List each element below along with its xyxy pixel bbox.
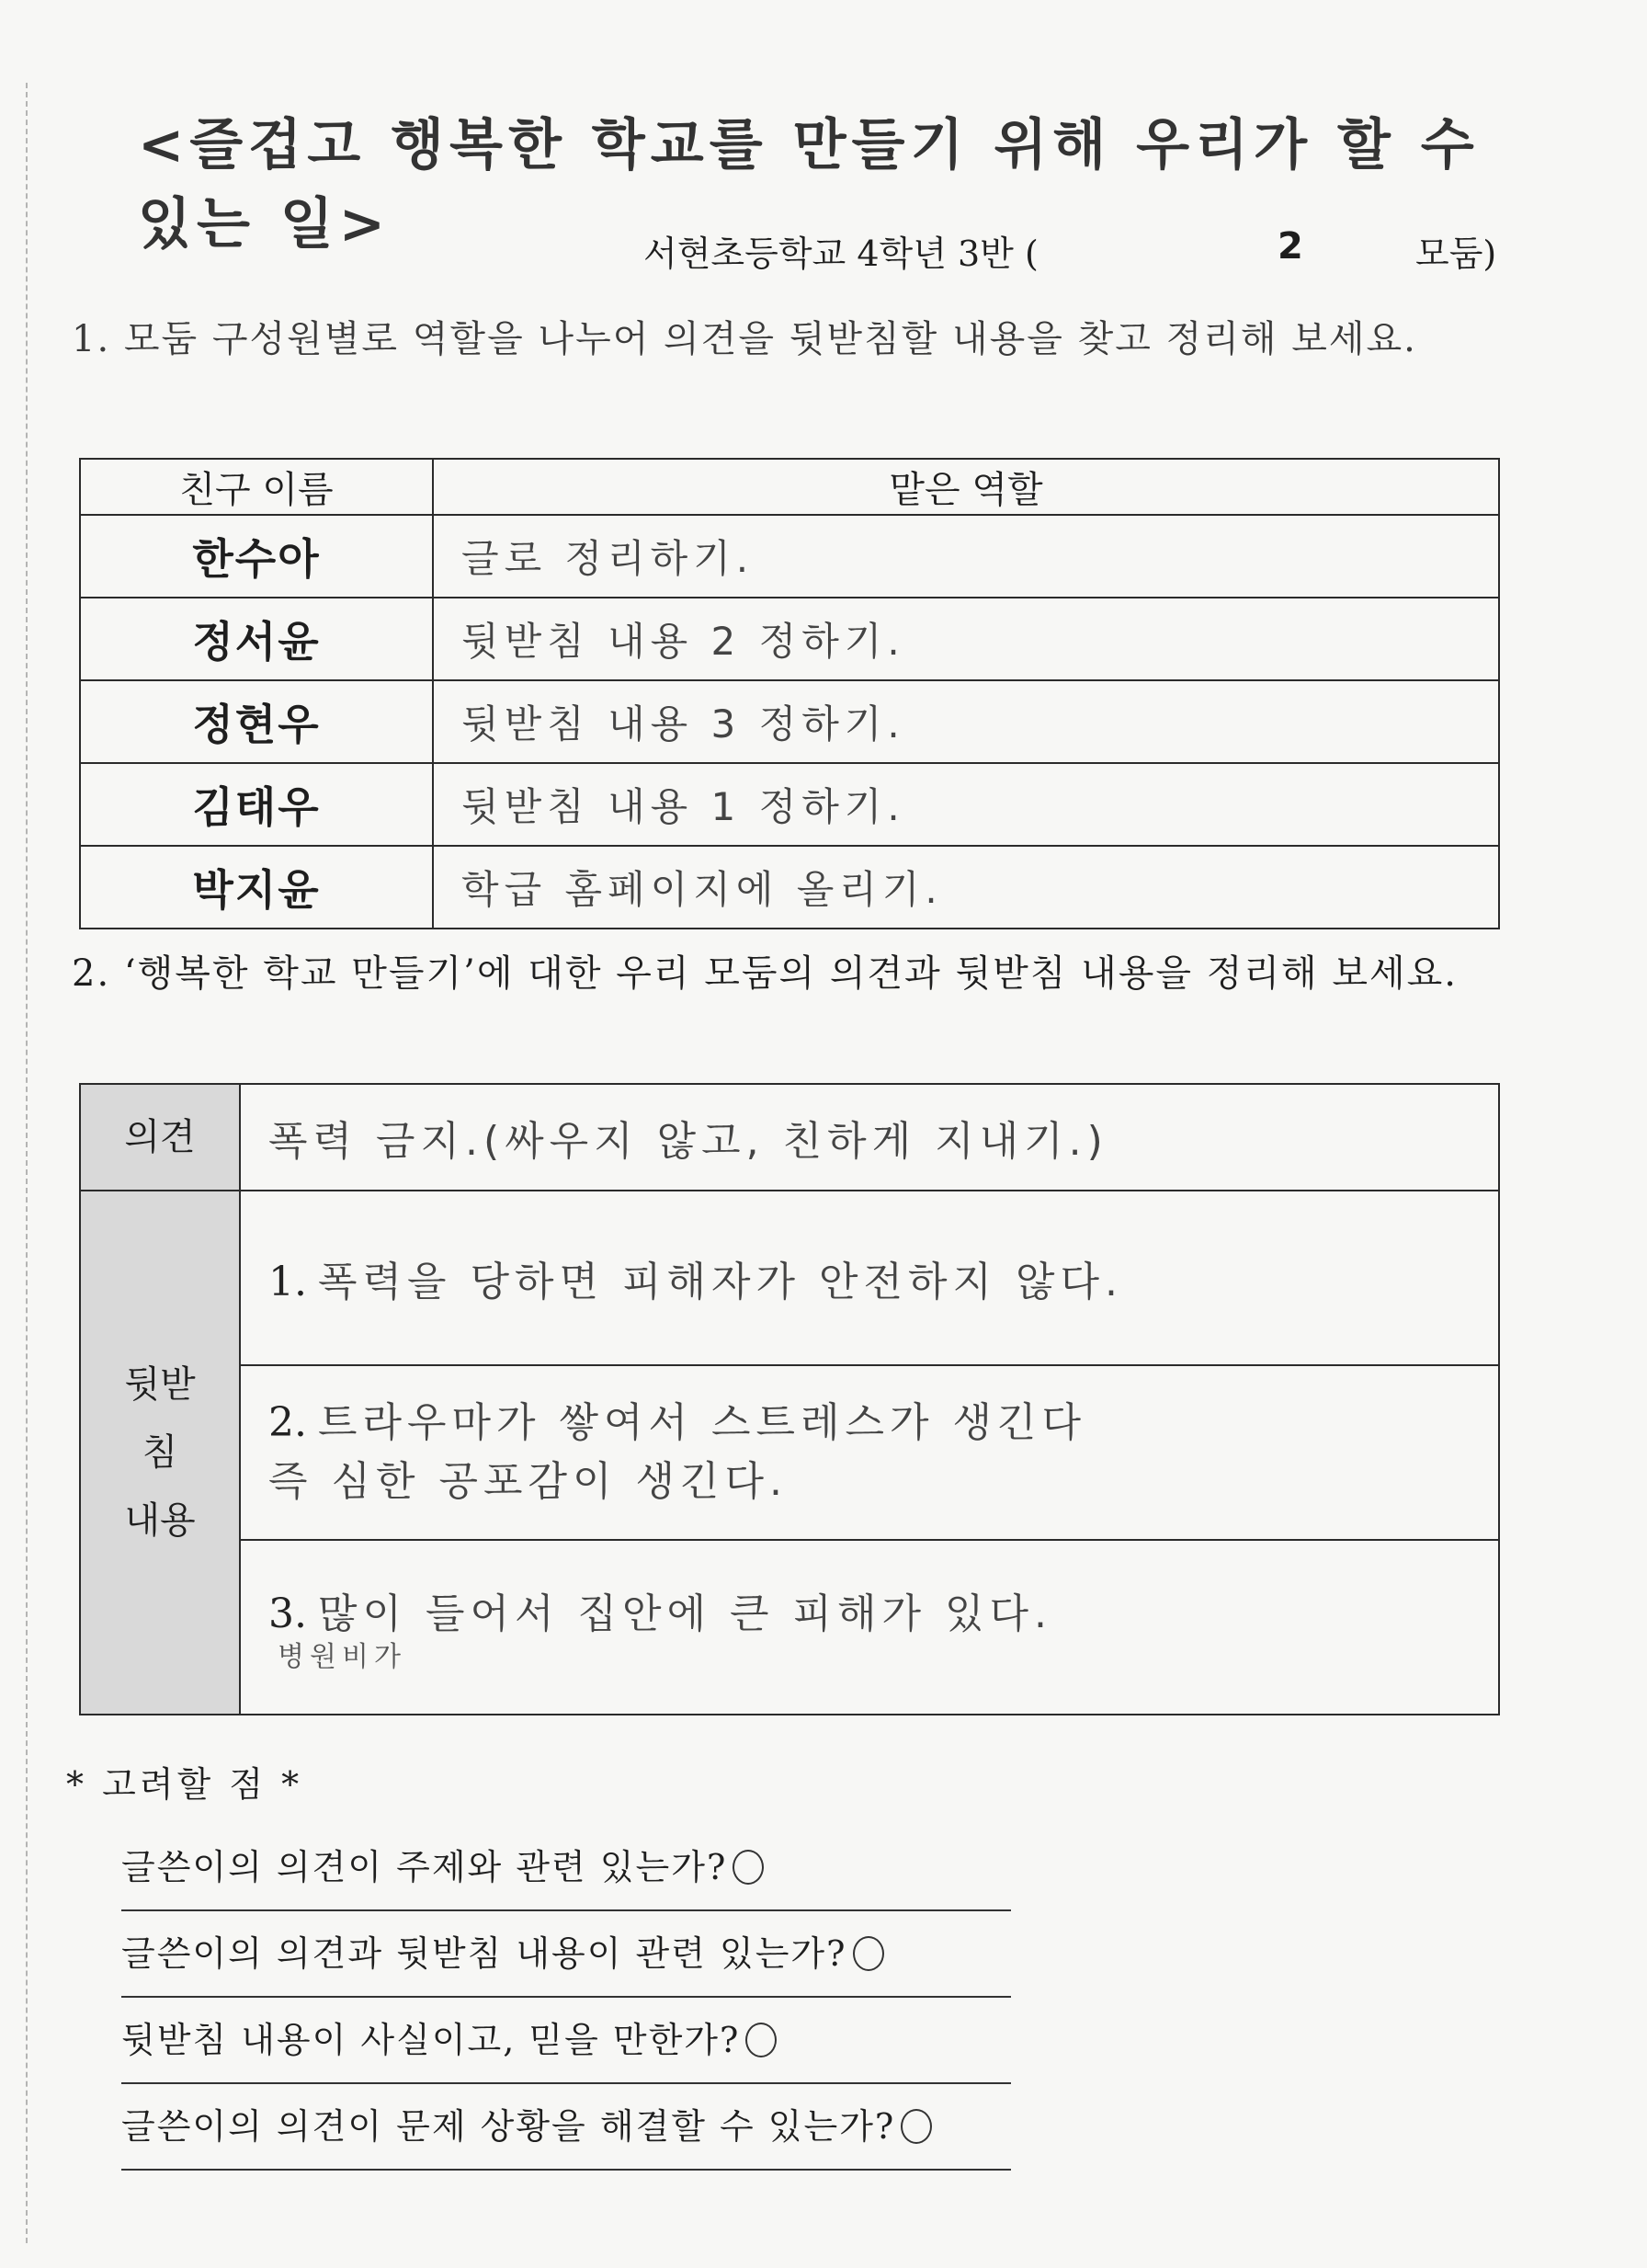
- list-item: [121, 1825, 1011, 1911]
- assigned-role: 글로 정리하기.: [433, 515, 1499, 598]
- checklist-text: 글쓴이의 의견과 뒷받침 내용이 관련 있는가?: [121, 1933, 847, 1974]
- worksheet-title: <즐겁고 행복한 학교를 만들기 위해 우리가 할 수 있는 일>: [138, 113, 1480, 256]
- friend-name: 박지윤: [80, 846, 433, 929]
- circle-check-mark-icon: [745, 2023, 777, 2057]
- handwritten-insert-note: 병원비가: [278, 1641, 406, 1673]
- header-friend-name: 친구 이름: [80, 459, 433, 515]
- roles-header-row: [80, 459, 1499, 515]
- assigned-role: 학급 홈페이지에 올리기.: [433, 846, 1499, 929]
- list-item: [121, 1911, 1011, 1998]
- group-suffix: 모둠): [1415, 234, 1497, 274]
- friend-name: 한수아: [80, 515, 433, 598]
- table-row: [80, 680, 1499, 763]
- roles-table: [79, 458, 1500, 929]
- support-label-line: 뒷받: [124, 1363, 196, 1406]
- support-label-line: 침: [142, 1431, 178, 1474]
- support-row: [80, 1365, 1499, 1540]
- class-info: [643, 225, 1526, 276]
- support-item-2: [240, 1365, 1499, 1540]
- circle-check-mark-icon: [733, 1850, 764, 1885]
- consider-checklist: [121, 1825, 1011, 2171]
- table-row: [80, 598, 1499, 680]
- table-row: [80, 515, 1499, 598]
- school-class-label: 서현초등학교 4학년 3반 (: [643, 234, 1039, 274]
- header-role: 맡은 역할: [433, 459, 1499, 515]
- support-item-3: [240, 1540, 1499, 1715]
- assigned-role: 뒷받침 내용 3 정하기.: [433, 680, 1499, 763]
- friend-name: 정서윤: [80, 598, 433, 680]
- support-number: 3.: [268, 1590, 307, 1637]
- support-label: [80, 1191, 240, 1715]
- binding-margin-line: [26, 83, 28, 2243]
- table-row: [80, 846, 1499, 929]
- list-item: [121, 1998, 1011, 2084]
- support-number: 1.: [268, 1259, 307, 1305]
- consider-title: * 고려할 점 *: [66, 1764, 303, 1805]
- support-row: [80, 1540, 1499, 1715]
- checklist-text: 뒷받침 내용이 사실이고, 믿을 만한가?: [121, 2020, 741, 2060]
- group-number: 2: [1278, 225, 1303, 268]
- circle-check-mark-icon: [853, 1936, 884, 1971]
- list-item: [121, 2084, 1011, 2171]
- support-number: 2.: [268, 1399, 307, 1446]
- support-text: 폭력을 당하면 피해자가 안전하지 않다.: [317, 1259, 1123, 1305]
- opinion-text: 폭력 금지.(싸우지 않고, 친하게 지내기.): [240, 1084, 1499, 1191]
- support-label-line: 내용: [124, 1499, 196, 1542]
- support-text: 즉 심한 공포감이 생긴다.: [268, 1458, 788, 1505]
- friend-name: 김태우: [80, 763, 433, 846]
- friend-name: 정현우: [80, 680, 433, 763]
- checklist-text: 글쓴이의 의견이 주제와 관련 있는가?: [121, 1847, 728, 1887]
- table-row: [80, 763, 1499, 846]
- circle-check-mark-icon: [901, 2109, 932, 2144]
- support-row: [80, 1191, 1499, 1365]
- support-text: 트라우마가 쌓여서 스트레스가 생긴다: [317, 1399, 1087, 1446]
- opinion-label: 의견: [80, 1084, 240, 1191]
- checklist-text: 글쓴이의 의견이 문제 상황을 해결할 수 있는가?: [121, 2106, 896, 2147]
- opinion-row: [80, 1084, 1499, 1191]
- assigned-role: 뒷받침 내용 1 정하기.: [433, 763, 1499, 846]
- question-1: 1. 모둠 구성원별로 역할을 나누어 의견을 뒷받침할 내용을 찾고 정리해 보세요.: [72, 318, 1417, 360]
- opinion-table: [79, 1083, 1500, 1715]
- support-text: 많이 들어서 집안에 큰 피해가 있다.: [317, 1590, 1052, 1637]
- assigned-role: 뒷받침 내용 2 정하기.: [433, 598, 1499, 680]
- question-2: 2. ‘행복한 학교 만들기’에 대한 우리 모둠의 의견과 뒷받침 내용을 정리해 보세요.: [72, 952, 1459, 995]
- support-item-1: [240, 1191, 1499, 1365]
